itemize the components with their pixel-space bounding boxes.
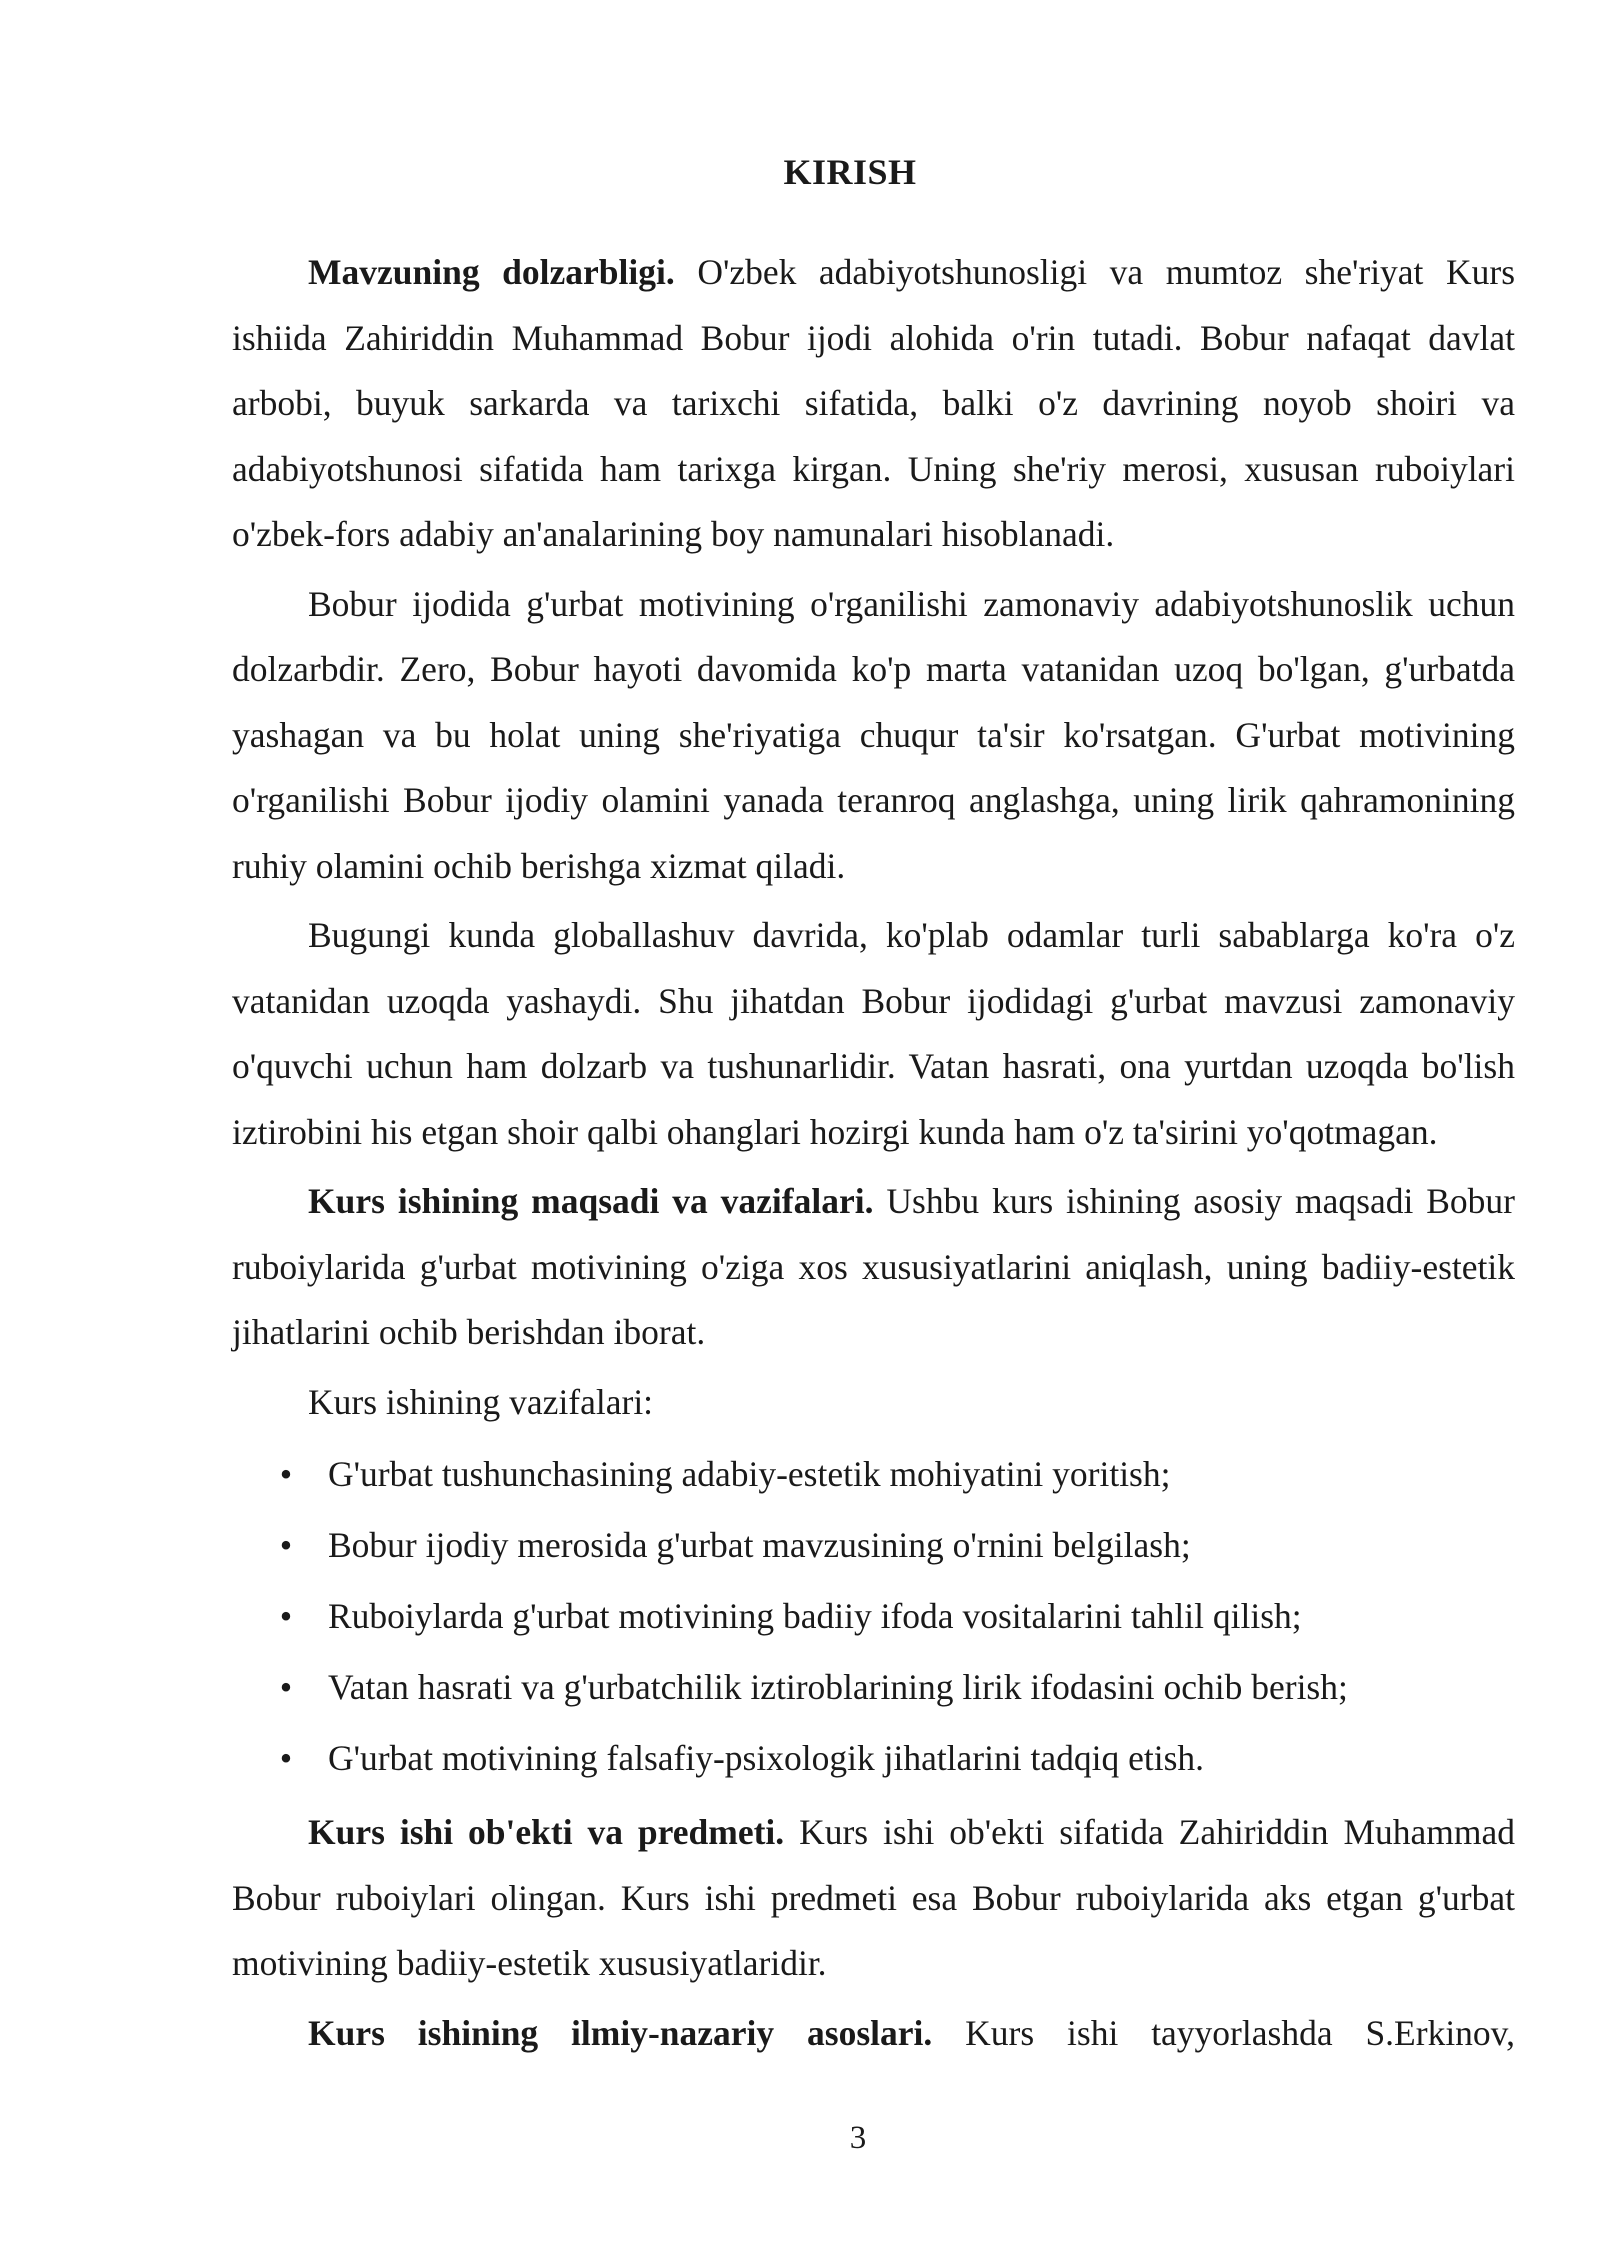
- relevance-text-3: Bugungi kunda globallashuv davrida, ko'plab odamlar turli sabablarga ko'ra o'z vatanidan uzoqda yashaydi. Shu jihatdan Bobur ijodidagi g'urbat mavzusi zamonaviy o'quvchi uchun ham dolzarb va tushunarlidir. Vatan hasrati, ona yurtdan uzoqda bo'lish iztirobini his etgan shoir qalbi ohanglari hozirgi kunda ham o'z ta'sirini yo'qotmagan.: [232, 915, 1515, 1152]
- list-item-text: Ruboiylarda g'urbat motivining badiiy ifoda vositalarini tahlil qilish;: [328, 1596, 1302, 1636]
- goal-heading: Kurs ishining maqsadi va vazifalari.: [308, 1181, 874, 1221]
- list-item: [232, 1581, 1515, 1652]
- relevance-text-2: Bobur ijodida g'urbat motivining o'rganilishi zamonaviy adabiyotshunoslik uchun dolzarbdir. Zero, Bobur hayoti davomida ko'p marta vatanidan uzoq bo'lgan, g'urbatda yashagan va bu holat uning she'riyatiga chuqur ta'sir ko'rsatgan. G'urbat motivining o'rganilishi Bobur ijodiy olamini yanada teranroq anglashga, uning lirik qahramonining ruhiy olamini ochib berishga xizmat qiladi.: [232, 583, 1515, 886]
- object-text: Kurs ishi ob'ekti sifatida Zahiriddin Muhammad Bobur ruboiylari olingan. Kurs ishi predmeti esa Bobur ruboiylarida aks etgan g'urbat motivining badiiy-estetik xususiyatlaridir.: [232, 1812, 1516, 1983]
- basis-heading: Kurs ishining ilmiy-nazariy asoslari.: [308, 2012, 933, 2053]
- list-item: [232, 1439, 1515, 1510]
- document-body: [232, 240, 1515, 2070]
- goal-paragraph: [232, 1169, 1515, 1366]
- page-number: 3: [849, 2120, 867, 2156]
- page-title: KIRISH: [783, 152, 917, 192]
- object-heading: Kurs ishi ob'ekti va predmeti.: [308, 1812, 785, 1852]
- bullet-icon: •: [279, 1596, 293, 1636]
- relevance-heading: Mavzuning dolzarbligi.: [308, 252, 675, 292]
- tasks-list: [232, 1439, 1515, 1794]
- relevance-paragraph-3: [232, 903, 1515, 1165]
- list-item-text: G'urbat tushunchasining adabiy-estetik mohiyatini yoritish;: [328, 1454, 1171, 1494]
- bullet-icon: •: [279, 1667, 293, 1707]
- relevance-paragraph-2: [232, 572, 1515, 900]
- basis-text: Kurs ishi tayyorlashda S.Erkinov,: [965, 2012, 1516, 2053]
- relevance-paragraph: [232, 240, 1515, 568]
- list-item: [232, 1723, 1515, 1794]
- bullet-icon: •: [279, 1454, 293, 1494]
- list-item-text: Vatan hasrati va g'urbatchilik iztiroblarining lirik ifodasini ochib berish;: [328, 1667, 1348, 1707]
- list-item: [232, 1510, 1515, 1581]
- relevance-text: O'zbek adabiyotshunosligi va mumtoz she'riyat Kurs ishiida Zahiriddin Muhammad Bobur ijodi alohida o'rin tutadi. Bobur nafaqat davlat arbobi, buyuk sarkarda va tarixchi sifatida, balki o'z davrining noyob shoiri va adabiyotshunosi sifatida ham tarixga kirgan. Uning she'riy merosi, xususan ruboiylari o'zbek-fors adabiy an'analarining boy namunalari hisoblanadi.: [232, 252, 1516, 554]
- list-item-text: Bobur ijodiy merosida g'urbat mavzusining o'rnini belgilash;: [328, 1525, 1191, 1565]
- goal-text: Ushbu kurs ishining asosiy maqsadi Bobur ruboiylarida g'urbat motivining o'ziga xos xususiyatlarini aniqlash, uning badiiy-estetik jihatlarini ochib berishdan iborat.: [232, 1181, 1515, 1352]
- list-item-text: G'urbat motivining falsafiy-psixologik jihatlarini tadqiq etish.: [328, 1738, 1205, 1778]
- list-item: [232, 1652, 1515, 1723]
- tasks-intro-text: Kurs ishining vazifalari:: [308, 1381, 654, 1422]
- basis-paragraph: [232, 2001, 1515, 2067]
- tasks-intro: [232, 1370, 1515, 1436]
- bullet-icon: •: [279, 1525, 293, 1565]
- bullet-icon: •: [279, 1738, 293, 1778]
- object-paragraph: [232, 1800, 1515, 1997]
